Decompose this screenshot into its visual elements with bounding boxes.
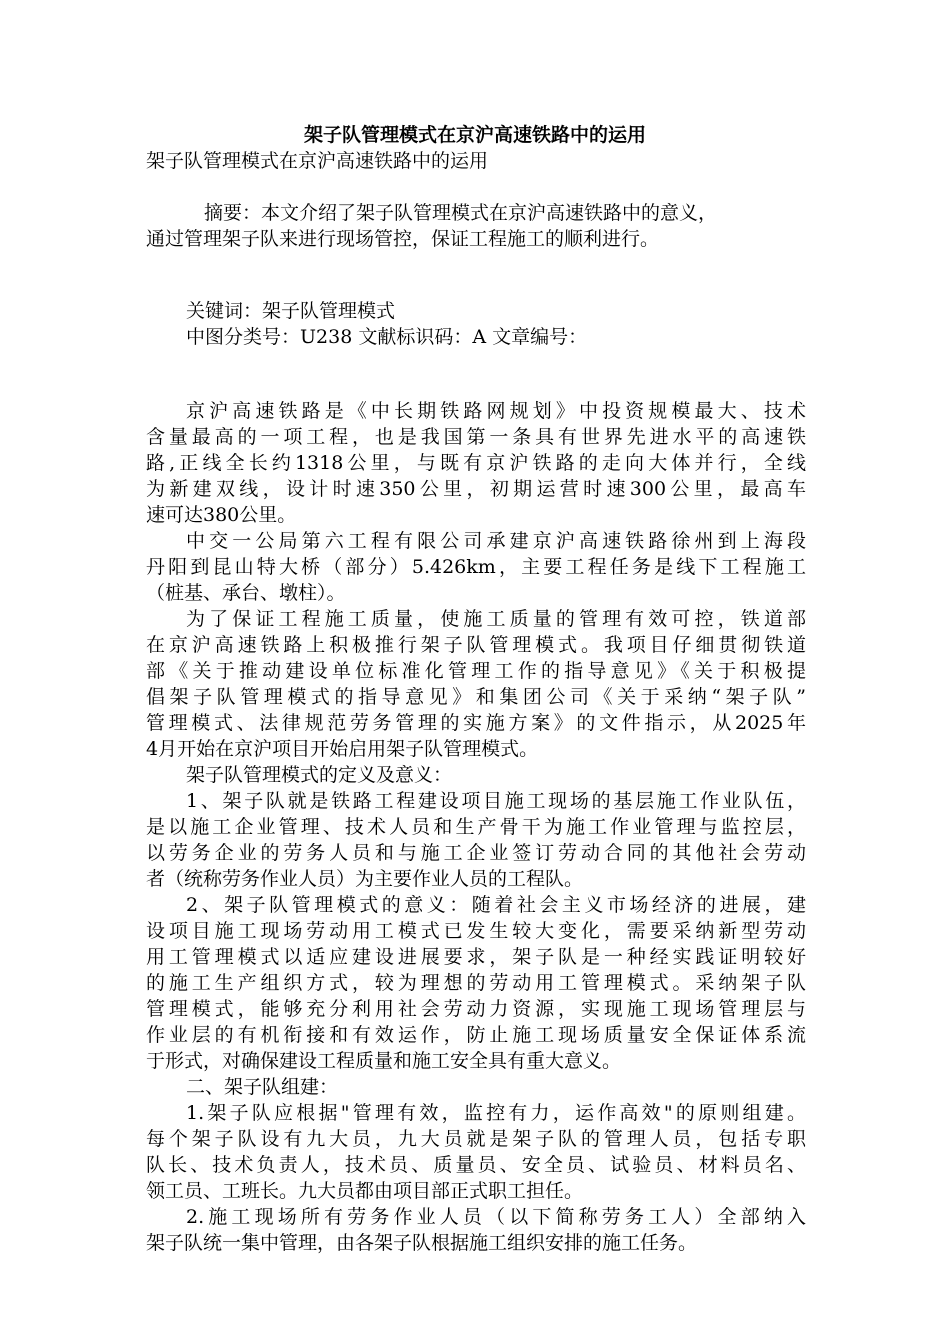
body-line: 设项目施工现场劳动用工模式已发生较大变化，需要采纳新型劳动 (146, 920, 806, 942)
body-line: 管理模式，能够充分利用社会劳动力资源，实现施工现场管理层与 (146, 998, 806, 1020)
body-line: 者（统称劳务作业人员）为主要作业人员的工程队。 (146, 868, 584, 890)
body-line: 1、架子队就是铁路工程建设项目施工现场的基层施工作业队伍， (186, 790, 806, 812)
body-line: 每个架子队设有九大员，九大员就是架子队的管理人员，包括专职 (146, 1128, 806, 1150)
section-heading: 二、架子队组建： (186, 1076, 339, 1098)
abstract-paragraph (146, 200, 806, 252)
body-line: 在京沪高速铁路上积极推行架子队管理模式。我项目仔细贯彻铁道 (146, 634, 806, 656)
body-line: 队长、技术负责人，技术员、质量员、安全员、试验员、材料员名、 (146, 1154, 806, 1176)
document-title: 架子队管理模式在京沪高速铁路中的运用 (303, 124, 646, 146)
body-line: 京沪高速铁路是《中长期铁路网规划》中投资规模最大、技术 (186, 400, 806, 422)
body-line: 含量最高的一项工程，也是我国第一条具有世界先进水平的高速铁 (146, 426, 806, 448)
body-line: 作业层的有机衔接和有效运作，防止施工现场质量安全保证体系流 (146, 1024, 806, 1046)
abstract-line: 通过管理架子队来进行现场管控，保证工程施工的顺利进行。 (146, 228, 660, 250)
body-line: 为新建双线，设计时速350公里，初期运营时速300公里，最高车 (146, 478, 806, 500)
document-subtitle (146, 148, 806, 174)
keywords-line: 关键词：架子队管理模式 (186, 300, 396, 322)
body-line: 1.架子队应根据"管理有效，监控有力，运作高效"的原则组建。 (186, 1102, 806, 1124)
subtitle-line: 架子队管理模式在京沪高速铁路中的运用 (146, 150, 489, 172)
body-line: 中交一公局第六工程有限公司承建京沪高速铁路徐州到上海段 (186, 530, 806, 552)
body-line: 的施工生产组织方式，较为理想的劳动用工管理模式。采纳架子队 (146, 972, 806, 994)
body-line: 是以施工企业管理、技术人员和生产骨干为施工作业管理与监控层， (146, 816, 806, 838)
section-heading: 架子队管理模式的定义及意义： (186, 764, 453, 786)
body-line: 丹阳到昆山特大桥（部分）5.426km，主要工程任务是线下工程施工 (146, 556, 806, 578)
body-line: 速可达380公里。 (146, 504, 297, 526)
body-line: 路,正线全长约1318公里，与既有京沪铁路的走向大体并行，全线 (146, 452, 806, 474)
abstract-line: 摘要：本文介绍了架子队管理模式在京沪高速铁路中的意义， (204, 202, 718, 224)
body-line: 于形式，对确保建设工程质量和施工安全具有重大意义。 (146, 1050, 622, 1072)
body-line: 倡架子队管理模式的指导意见》和集团公司《关于采纳“架子队” (146, 686, 806, 708)
body-line: 2.施工现场所有劳务作业人员（以下简称劳务工人）全部纳入 (186, 1206, 806, 1228)
body-line: 以劳务企业的劳务人员和与施工企业签订劳动合同的其他社会劳动 (146, 842, 806, 864)
classification-line: 中图分类号：U238 文献标识码：A 文章编号： (186, 326, 588, 348)
body-line: 用工管理模式以适应建设进展要求，架子队是一种经实践证明较好 (146, 946, 806, 968)
body-line: （桩基、承台、墩柱）。 (146, 582, 346, 604)
body-line: 2、架子队管理模式的意义：随着社会主义市场经济的进展，建 (186, 894, 806, 916)
body-line: 管理模式、法律规范劳务管理的实施方案》的文件指示，从2025年 (146, 712, 806, 734)
body-line: 架子队统一集中管理，由各架子队根据施工组织安排的施工任务。 (146, 1232, 698, 1254)
body-line: 4月开始在京沪项目开始启用架子队管理模式。 (146, 738, 539, 760)
body-line: 为了保证工程施工质量，使施工质量的管理有效可控，铁道部 (186, 608, 806, 630)
body-line: 部《关于推动建设单位标准化管理工作的指导意见》《关于积极提 (146, 660, 806, 682)
body-text (146, 398, 806, 1256)
body-line: 领工员、工班长。九大员都由项目部正式职工担任。 (146, 1180, 584, 1202)
metadata-section (146, 298, 806, 350)
